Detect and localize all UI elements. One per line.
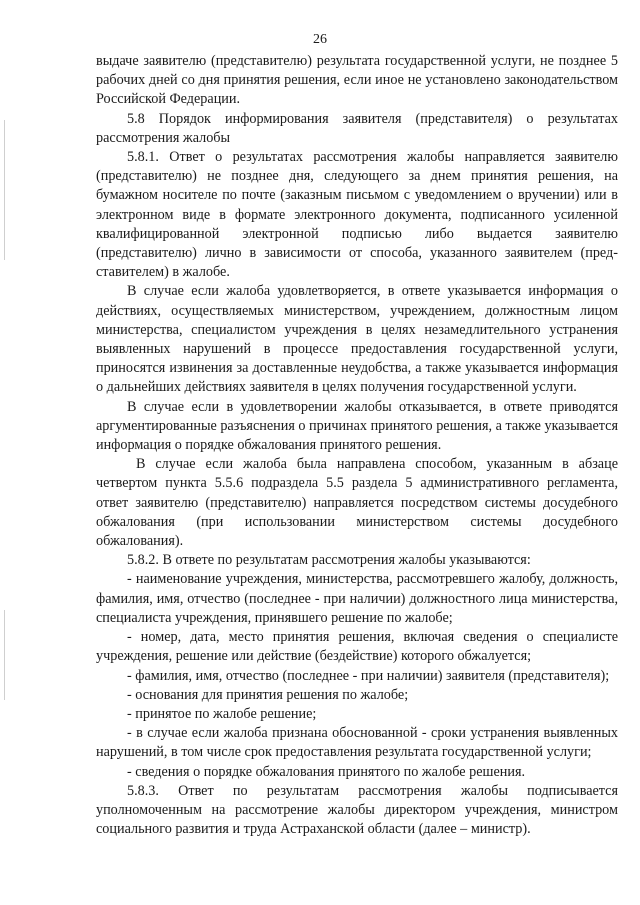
paragraph-5-8-2: 5.8.2. В ответе по результатам рассмотрения жалобы указываются: [127,552,531,569]
paragraph-complaint-refused: В случае если в удовлетворении жалобы отказывается, в ответе приводятся аргументированные разъяснения о причинах принятого решения, а также указывается информация о порядке обжалования принятого решения. [96,398,618,454]
paragraph-5-8-3: 5.8.3. Ответ по результатам рассмотрения жалобы подписывается уполномоченным на рассмотрение жалобы директором учреждения, министром социального развития и труда Астраханской области (далее – министр). [96,782,618,838]
list-item: - фамилия, имя, отчество (последнее - при наличии) заявителя (представителя); [127,667,610,684]
paragraph-complaint-satisfied: В случае если жалоба удовлетворяется, в ответе указывается информация о действиях, осуществляемых министерством, учреждением, должностным лицом министерства, специалистом учреждения в целях незамедлительного устранения выявленных нарушений в процессе предоставления государственной услуги, приносятся извинения за доставленные неудобства, а также указывается информация о дальнейших действиях заявителя в целях получения государственной услуги. [96,283,618,396]
paragraph-continuation: выдаче заявителю (представителю) результата государственной услуги, не позднее 5 рабочих дней со дня принятия решения, если иное не установлено законодательством Российской Федерации. [96,53,618,108]
list-item: - сведения о порядке обжалования принятого по жалобе решения. [127,763,526,780]
section-title: 5.8 Порядок информирования заявителя (представителя) о результатах рассмотрения жалобы [96,110,618,146]
list-item: - номер, дата, место принятия решения, включая сведения о специалисте учреждения, решение или действие (бездействие) которого обжалуется; [96,629,618,665]
document-body [96,52,618,839]
list-item: - основания для принятия решения по жалобе; [127,686,409,703]
paragraph-5-8-1: 5.8.1. Ответ о результатах рассмотрения жалобы направляется заявителю (представителю) не позднее дня, следующего за днем принятия решения, на бумажном носителе по почте (заказным письмом с уведомлением о вручении) или в электронном виде в формате электронного документа, подписанного усиленной квалифицированной электронной подписью либо выдается заявителю (представителю) лично в зависимости от способа, указанного заявителем (представителем) в жалобе. [96,149,618,281]
scan-edge-mark [4,610,5,700]
page-number: 26 [313,32,327,47]
paragraph-pretrial-system: В случае если жалоба была направлена способом, указанным в абзаце четвертом пункта 5.5.6 подраздела 5.5 раздела 5 административного регламента, ответ заявителю (представителю) направляется посредством системы досудебного обжалования (при использовании министерством системы досудебного обжалования). [96,456,618,550]
list-item: - в случае если жалоба признана обоснованной - сроки устранения выявленных нарушений, в том числе срок предоставления результата государственной услуги; [96,725,618,761]
list-item: - принятое по жалобе решение; [127,705,317,722]
scan-edge-mark [4,120,5,260]
list-item: - наименование учреждения, министерства, рассмотревшего жалобу, должность, фамилия, имя, отчество (последнее - при наличии) должностного лица министерства, специалиста учреждения, принявшего решение по жалобе; [96,571,618,626]
